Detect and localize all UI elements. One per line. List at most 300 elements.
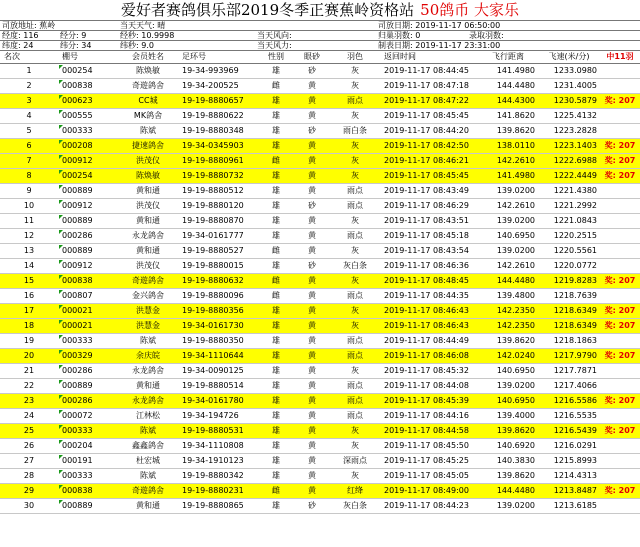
cell-flight-distance: 139.8620 [478,469,538,484]
cell-rank: 30 [0,499,58,514]
cell-member-name: 金兴鸽舍 [118,289,178,304]
cell-award: 奖: 207 [600,484,640,499]
info-row-3 [0,40,640,50]
cell-ring-number: 19-19-8880512 [178,184,258,199]
cell-eye-sand: 黄 [294,94,330,109]
cell-ring-number: 19-19-8880657 [178,94,258,109]
cell-return-time: 2019-11-17 08:47:18 [380,79,478,94]
cell-ring-number: 19-34-0161730 [178,319,258,334]
cell-return-time: 2019-11-17 08:42:50 [380,139,478,154]
cell-sex: 雄 [258,349,294,364]
cell-award: 奖: 207 [600,394,640,409]
page-title [0,0,640,20]
table-row [0,229,640,244]
cell-flight-distance: 138.0110 [478,139,538,154]
cell-member-name: 捷速鸽舍 [118,139,178,154]
cell-flight-distance: 139.8620 [478,424,538,439]
cell-flight-speed: 1231.4005 [538,79,600,94]
cell-award [600,124,640,139]
cell-award [600,454,640,469]
cell-rank: 25 [0,424,58,439]
cell-eye-sand: 黄 [294,244,330,259]
table-date: 制表日期: 2019-11-17 23:31:00 [378,41,501,50]
table-row [0,274,640,289]
cell-rank: 10 [0,199,58,214]
cell-shed: 000889 [58,214,118,229]
latitude-deg: 纬度: 24 [2,41,34,50]
cell-flight-speed: 1218.6349 [538,319,600,334]
cell-award [600,229,640,244]
cell-flight-speed: 1217.7871 [538,364,600,379]
cell-member-name: 陈斌 [118,334,178,349]
table-row [0,379,640,394]
cell-return-time: 2019-11-17 08:45:32 [380,364,478,379]
cell-flight-speed: 1218.7639 [538,289,600,304]
cell-flight-distance: 142.2610 [478,199,538,214]
cell-feather-color: 雨点 [330,379,380,394]
cell-rank: 28 [0,469,58,484]
cell-flight-speed: 1214.4313 [538,469,600,484]
cell-shed: 000838 [58,79,118,94]
cell-flight-speed: 1218.6349 [538,304,600,319]
cell-ring-number: 19-19-8880622 [178,109,258,124]
cell-return-time: 2019-11-17 08:47:22 [380,94,478,109]
cell-flight-speed: 1219.8283 [538,274,600,289]
cell-feather-color: 雨白条 [330,124,380,139]
cell-member-name: 陈斌 [118,469,178,484]
cell-award: 奖: 207 [600,319,640,334]
cell-sex: 雄 [258,454,294,469]
cell-eye-sand: 黄 [294,214,330,229]
cell-sex: 雄 [258,394,294,409]
cell-rank: 21 [0,364,58,379]
cell-award: 奖: 207 [600,169,640,184]
cell-flight-distance: 140.6950 [478,364,538,379]
cell-shed: 000838 [58,274,118,289]
cell-eye-sand: 黄 [294,274,330,289]
cell-flight-distance: 139.0200 [478,214,538,229]
cell-flight-speed: 1213.8487 [538,484,600,499]
cell-return-time: 2019-11-17 08:46:43 [380,319,478,334]
cell-award [600,499,640,514]
cell-rank: 29 [0,484,58,499]
returned-count: 归巢羽数: 0 [378,31,421,40]
cell-return-time: 2019-11-17 08:43:49 [380,184,478,199]
cell-eye-sand: 黄 [294,334,330,349]
cell-ring-number: 19-34-0161777 [178,229,258,244]
cell-rank: 27 [0,454,58,469]
cell-flight-speed: 1225.4132 [538,109,600,124]
cell-flight-distance: 139.8620 [478,124,538,139]
cell-award: 奖: 207 [600,94,640,109]
cell-flight-distance: 144.4480 [478,484,538,499]
cell-sex: 雄 [258,439,294,454]
cell-shed: 000555 [58,109,118,124]
cell-feather-color: 灰 [330,304,380,319]
col-distance: 飞行距离 [478,51,538,64]
cell-flight-speed: 1216.5535 [538,409,600,424]
cell-rank: 23 [0,394,58,409]
cell-return-time: 2019-11-17 08:48:45 [380,274,478,289]
cell-rank: 9 [0,184,58,199]
info-row-1 [0,20,640,30]
col-shed: 棚号 [58,51,118,64]
col-speed: 飞速(米/分) [538,51,600,64]
cell-rank: 19 [0,334,58,349]
cell-shed: 000286 [58,229,118,244]
cell-ring-number: 19-19-8880015 [178,259,258,274]
cell-member-name: 黄和通 [118,379,178,394]
cell-ring-number: 19-19-8880231 [178,484,258,499]
cell-ring-number: 19-34-993969 [178,64,258,79]
cell-sex: 雄 [258,319,294,334]
cell-eye-sand: 黄 [294,484,330,499]
cell-sex: 雄 [258,169,294,184]
cell-member-name: 鑫鑫鸽舍 [118,439,178,454]
cell-rank: 12 [0,229,58,244]
cell-ring-number: 19-19-8880120 [178,199,258,214]
cell-return-time: 2019-11-17 08:46:29 [380,199,478,214]
table-row [0,469,640,484]
col-award: 中11羽 [600,51,640,64]
cell-flight-distance: 139.0200 [478,379,538,394]
cell-flight-speed: 1221.4380 [538,184,600,199]
cell-eye-sand: 黄 [294,169,330,184]
latitude-min: 纬分: 34 [60,41,92,50]
cell-rank: 16 [0,289,58,304]
cell-flight-distance: 139.0200 [478,244,538,259]
cell-return-time: 2019-11-17 08:44:35 [380,289,478,304]
cell-eye-sand: 黄 [294,469,330,484]
cell-member-name: 洪慧金 [118,319,178,334]
cell-flight-distance: 144.4480 [478,79,538,94]
cell-ring-number: 19-34-0090125 [178,364,258,379]
cell-flight-speed: 1233.0980 [538,64,600,79]
table-row [0,289,640,304]
cell-feather-color: 灰 [330,274,380,289]
cell-shed: 000912 [58,199,118,214]
cell-award: 奖: 207 [600,139,640,154]
table-row [0,64,640,79]
cell-feather-color: 红绛 [330,484,380,499]
header-row [0,51,640,64]
table-row [0,154,640,169]
table-row [0,349,640,364]
cell-ring-number: 19-19-8880356 [178,304,258,319]
cell-eye-sand: 黄 [294,424,330,439]
cell-feather-color: 雨点 [330,334,380,349]
cell-award [600,214,640,229]
cell-feather-color: 雨点 [330,199,380,214]
cell-ring-number: 19-19-8880870 [178,214,258,229]
cell-feather-color: 深雨点 [330,454,380,469]
cell-award: 奖: 207 [600,154,640,169]
cell-eye-sand: 黄 [294,319,330,334]
cell-flight-distance: 142.2610 [478,259,538,274]
cell-rank: 6 [0,139,58,154]
cell-flight-speed: 1220.2515 [538,229,600,244]
cell-feather-color: 灰 [330,424,380,439]
table-row [0,244,640,259]
cell-rank: 3 [0,94,58,109]
cell-flight-distance: 142.2350 [478,304,538,319]
cell-feather-color: 灰 [330,439,380,454]
table-row [0,139,640,154]
cell-eye-sand: 砂 [294,124,330,139]
cell-sex: 雄 [258,139,294,154]
cell-ring-number: 19-34-200525 [178,79,258,94]
cell-award [600,109,640,124]
cell-rank: 20 [0,349,58,364]
cell-sex: 雌 [258,274,294,289]
latitude-sec: 纬秒: 9.0 [120,41,154,50]
cell-return-time: 2019-11-17 08:45:39 [380,394,478,409]
cell-flight-distance: 144.4480 [478,274,538,289]
cell-eye-sand: 黄 [294,409,330,424]
cell-feather-color: 雨点 [330,409,380,424]
cell-flight-speed: 1221.0843 [538,214,600,229]
cell-shed: 000889 [58,244,118,259]
cell-eye-sand: 砂 [294,259,330,274]
cell-sex: 雄 [258,499,294,514]
cell-eye-sand: 黄 [294,289,330,304]
results-body [0,64,640,514]
cell-feather-color: 灰 [330,244,380,259]
info-row-2 [0,30,640,40]
longitude-sec: 经秒: 10.9998 [120,31,175,40]
cell-shed: 000889 [58,184,118,199]
cell-return-time: 2019-11-17 08:45:45 [380,169,478,184]
cell-sex: 雄 [258,469,294,484]
cell-member-name: 黄和通 [118,214,178,229]
cell-rank: 18 [0,319,58,334]
cell-ring-number: 19-34-0161780 [178,394,258,409]
cell-ring-number: 19-19-8880527 [178,244,258,259]
cell-feather-color: 灰 [330,469,380,484]
cell-award: 奖: 207 [600,349,640,364]
cell-feather-color: 雨点 [330,394,380,409]
cell-member-name: 杜宏城 [118,454,178,469]
cell-flight-distance: 139.0200 [478,184,538,199]
cell-ring-number: 19-34-1910123 [178,454,258,469]
cell-return-time: 2019-11-17 08:45:05 [380,469,478,484]
cell-flight-speed: 1230.5879 [538,94,600,109]
cell-return-time: 2019-11-17 08:45:25 [380,454,478,469]
cell-member-name: 黄和通 [118,244,178,259]
cell-member-name: 奇遊鸽舍 [118,274,178,289]
cell-member-name: 陈焕敏 [118,169,178,184]
cell-flight-speed: 1223.1403 [538,139,600,154]
cell-award [600,259,640,274]
cell-return-time: 2019-11-17 08:46:43 [380,304,478,319]
cell-rank: 8 [0,169,58,184]
cell-sex: 雄 [258,334,294,349]
release-location: 司放地址: 蕉岭 [2,21,56,30]
cell-flight-speed: 1223.2828 [538,124,600,139]
cell-flight-speed: 1217.4066 [538,379,600,394]
cell-member-name: 洪慧金 [118,304,178,319]
cell-flight-distance: 142.0240 [478,349,538,364]
cell-flight-speed: 1216.5586 [538,394,600,409]
cell-eye-sand: 黄 [294,439,330,454]
cell-ring-number: 19-19-8880342 [178,469,258,484]
cell-member-name: CC城 [118,94,178,109]
cell-eye-sand: 砂 [294,64,330,79]
cell-ring-number: 19-19-8880961 [178,154,258,169]
cell-return-time: 2019-11-17 08:44:16 [380,409,478,424]
cell-ring-number: 19-19-8880514 [178,379,258,394]
cell-flight-speed: 1217.9790 [538,349,600,364]
cell-shed: 000254 [58,169,118,184]
cell-return-time: 2019-11-17 08:43:54 [380,244,478,259]
col-rank: 名次 [0,51,58,64]
table-row [0,109,640,124]
cell-shed: 000208 [58,139,118,154]
cell-shed: 000889 [58,499,118,514]
cell-shed: 000807 [58,289,118,304]
cell-ring-number: 19-19-8880732 [178,169,258,184]
title-highlight: 50鸽币 大家乐 [420,1,520,19]
cell-shed: 000333 [58,469,118,484]
cell-ring-number: 19-19-8880632 [178,274,258,289]
cell-award [600,379,640,394]
cell-rank: 22 [0,379,58,394]
cell-return-time: 2019-11-17 08:45:50 [380,439,478,454]
cell-flight-speed: 1216.0291 [538,439,600,454]
cell-sex: 雄 [258,184,294,199]
cell-shed: 000021 [58,319,118,334]
cell-feather-color: 雨点 [330,229,380,244]
table-row [0,499,640,514]
cell-member-name: 永龙鸽舍 [118,364,178,379]
cell-eye-sand: 黄 [294,379,330,394]
cell-sex: 雄 [258,64,294,79]
cell-feather-color: 灰 [330,79,380,94]
cell-eye-sand: 黄 [294,364,330,379]
cell-return-time: 2019-11-17 08:49:00 [380,484,478,499]
table-row [0,409,640,424]
table-row [0,124,640,139]
cell-feather-color: 灰白条 [330,259,380,274]
col-ring: 足环号 [178,51,258,64]
cell-member-name: 陈焕敏 [118,64,178,79]
cell-rank: 15 [0,274,58,289]
cell-return-time: 2019-11-17 08:46:36 [380,259,478,274]
cell-shed: 000912 [58,154,118,169]
col-time: 返回时间 [380,51,478,64]
cell-member-name: MK鸽舍 [118,109,178,124]
cell-flight-distance: 141.8620 [478,109,538,124]
cell-feather-color: 灰白条 [330,499,380,514]
cell-return-time: 2019-11-17 08:46:21 [380,154,478,169]
cell-eye-sand: 黄 [294,109,330,124]
weather: 当天天气: 晴 [120,21,166,30]
cell-sex: 雌 [258,79,294,94]
table-row [0,439,640,454]
cell-award: 奖: 207 [600,424,640,439]
cell-return-time: 2019-11-17 08:43:51 [380,214,478,229]
cell-shed: 000623 [58,94,118,109]
cell-sex: 雄 [258,229,294,244]
cell-member-name: 陈斌 [118,424,178,439]
table-row [0,214,640,229]
cell-flight-speed: 1222.6988 [538,154,600,169]
cell-flight-speed: 1215.8993 [538,454,600,469]
table-row [0,184,640,199]
cell-award [600,184,640,199]
cell-rank: 14 [0,259,58,274]
cell-ring-number: 19-34-0345903 [178,139,258,154]
cell-rank: 2 [0,79,58,94]
cell-member-name: 余庆皖 [118,349,178,364]
cell-eye-sand: 砂 [294,499,330,514]
cell-return-time: 2019-11-17 08:44:49 [380,334,478,349]
cell-flight-speed: 1222.4449 [538,169,600,184]
cell-eye-sand: 黄 [294,454,330,469]
cell-feather-color: 灰 [330,64,380,79]
cell-award [600,199,640,214]
table-row [0,484,640,499]
cell-feather-color: 雨点 [330,349,380,364]
cell-rank: 1 [0,64,58,79]
col-name: 会员姓名 [118,51,178,64]
cell-flight-distance: 144.4300 [478,94,538,109]
cell-feather-color: 灰 [330,364,380,379]
cell-flight-speed: 1218.1863 [538,334,600,349]
cell-return-time: 2019-11-17 08:44:08 [380,379,478,394]
cell-award [600,334,640,349]
cell-ring-number: 19-34-1110644 [178,349,258,364]
cell-flight-speed: 1220.0772 [538,259,600,274]
cell-sex: 雌 [258,289,294,304]
cell-member-name: 奇遊鸽舍 [118,484,178,499]
cell-rank: 5 [0,124,58,139]
cell-eye-sand: 黄 [294,304,330,319]
cell-flight-distance: 141.4980 [478,64,538,79]
title-main: 爱好者赛鸽俱乐部2019冬季正赛蕉岭资格站 [120,1,415,19]
cell-rank: 26 [0,439,58,454]
cell-shed: 000329 [58,349,118,364]
cell-feather-color: 雨点 [330,94,380,109]
cell-return-time: 2019-11-17 08:44:45 [380,64,478,79]
table-row [0,259,640,274]
cell-shed: 000333 [58,334,118,349]
cell-sex: 雄 [258,364,294,379]
cell-eye-sand: 黄 [294,349,330,364]
cell-rank: 13 [0,244,58,259]
cell-flight-distance: 139.4000 [478,409,538,424]
cell-rank: 11 [0,214,58,229]
cell-sex: 雄 [258,94,294,109]
cell-flight-distance: 139.4800 [478,289,538,304]
cell-shed: 000254 [58,64,118,79]
cell-shed: 000333 [58,124,118,139]
cell-eye-sand: 黄 [294,79,330,94]
table-row [0,79,640,94]
cell-award: 奖: 207 [600,274,640,289]
cell-sex: 雄 [258,199,294,214]
cell-feather-color: 灰 [330,169,380,184]
cell-return-time: 2019-11-17 08:44:58 [380,424,478,439]
cell-sex: 雄 [258,304,294,319]
cell-member-name: 洪茂仪 [118,199,178,214]
cell-flight-distance: 139.8620 [478,334,538,349]
cell-rank: 24 [0,409,58,424]
cell-award [600,79,640,94]
cell-feather-color: 雨点 [330,289,380,304]
cell-flight-distance: 141.4980 [478,169,538,184]
cell-ring-number: 19-19-8880348 [178,124,258,139]
